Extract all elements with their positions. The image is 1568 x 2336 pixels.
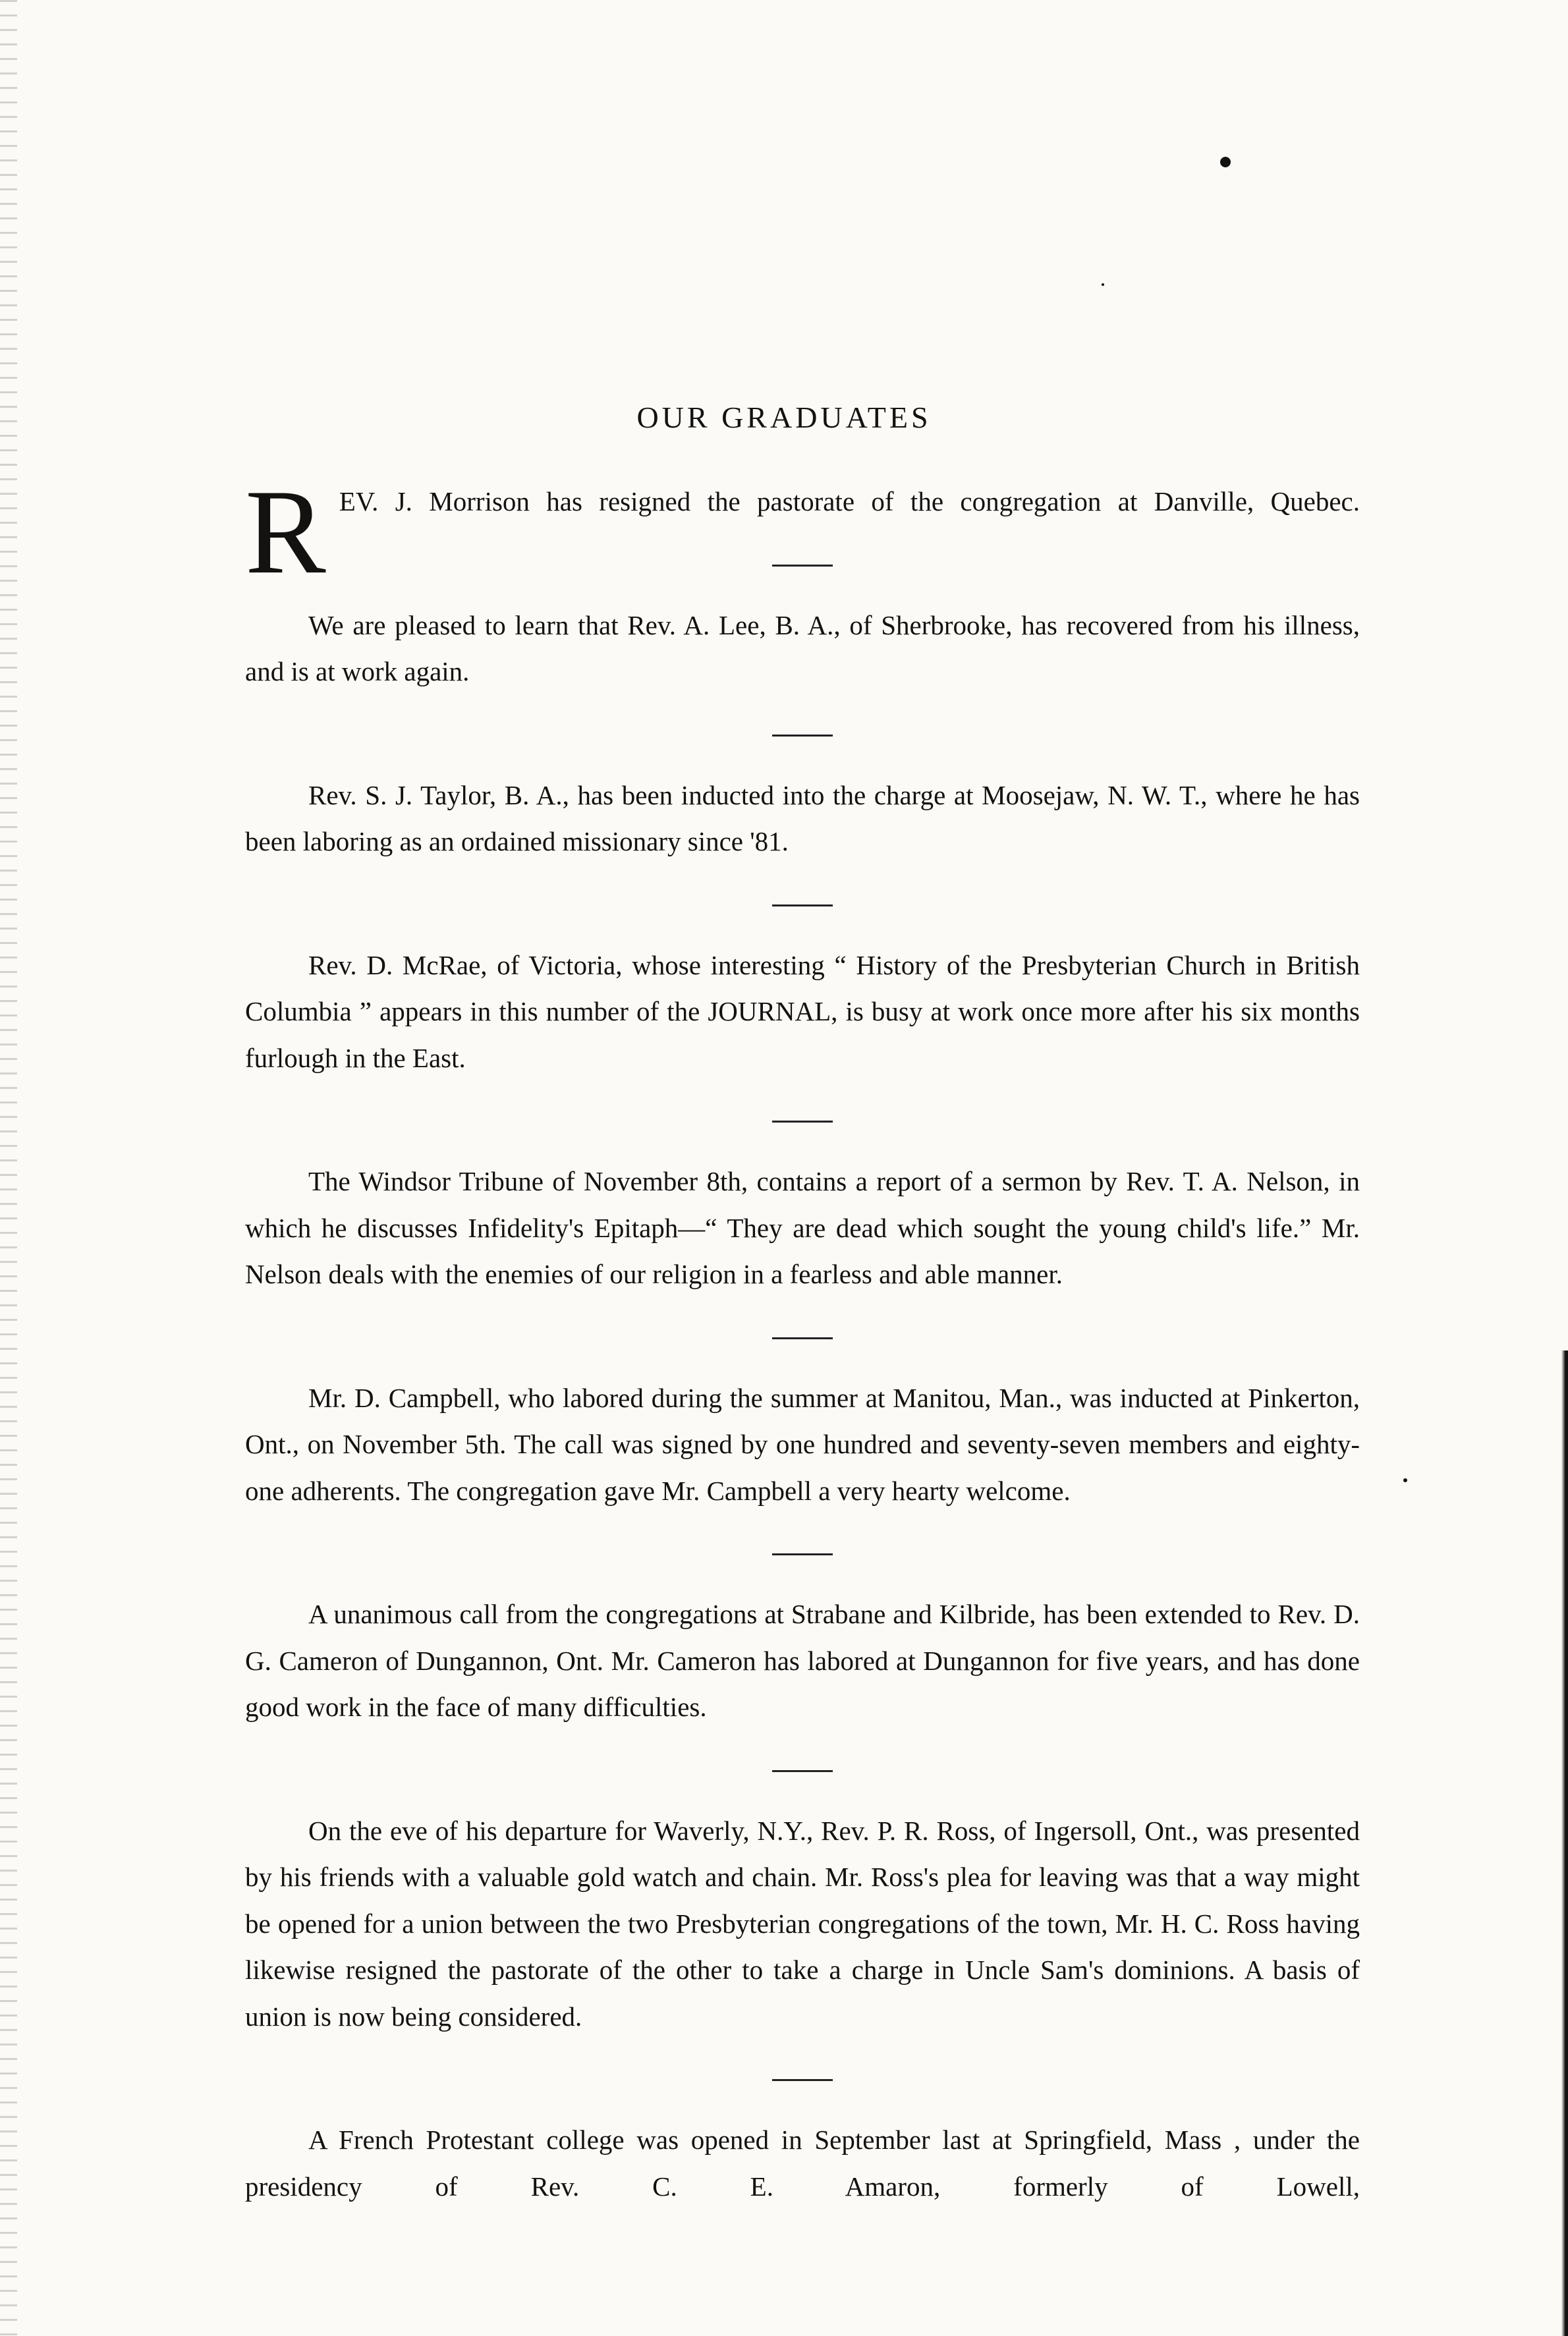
article-paragraph: On the eve of his departure for Waverly, N.Y., Rev. P. R. Ross, of Ingersoll, Ont., was presented by his friends with a valuable gold watch and chain. Mr. Ross's plea for leaving was that a way might be opened for a union between the two Presbyterian congregations of the town, Mr. H. C. Ross having likewise resigned the pastorate of the other to take a charge in Uncle Sam's dominions. A basis of union is now being considered. [245,1815,1360,2032]
article-paragraph: The Windsor Tribune of November 8th, contains a report of a sermon by Rev. T. A. Nelson, in which he discusses Infidelity's Epitaph—“ They are dead which sought the young child's life.” Mr. Nelson deals with the enemies of our religion in a fearless and able manner. [245,1166,1360,1289]
ink-speck [1102,283,1104,286]
article-paragraph: A unanimous call from the congregations at Strabane and Kilbride, has been extended to Rev. D. G. Cameron of Dungannon, Ont. Mr. Cameron has labored at Dungannon for five years, and has done good work in the face of many difficulties. [245,1599,1360,1722]
article-paragraph: Rev. D. McRae, of Victoria, whose interesting “ History of the Presbyterian Church in British Columbia ” appears in this number of the JOURNAL, is busy at work once more after his six months furlough in the East. [245,949,1360,1073]
section-divider [772,1121,833,1123]
article-paragraph: Mr. D. Campbell, who labored during the summer at Manitou, Man., was inducted at Pinkerton, Ont., on November 5th. The call was signed by one hundred and seventy-seven members and eighty-one adherents. The congregation gave Mr. Campbell a very hearty welcome. [245,1382,1360,1506]
ink-speck [1403,1478,1407,1482]
scan-right-edge [1561,1350,1568,2336]
section-divider [772,1553,833,1555]
section-divider [772,904,833,906]
section-divider [772,1770,833,1772]
section-divider [772,1337,833,1339]
article-paragraph [245,464,1360,599]
paragraph-text: EV. J. Morrison has resigned the pastorate of the congregation at Danville, Quebec. [339,486,1360,516]
article-body [245,464,1360,2210]
article-paragraph: A French Protestant college was opened in September last at Springfield, Mass , under the presidency of Rev. C. E. Amaron, formerly of Lowell, [245,2125,1360,2202]
page-title: OUR GRADUATES [636,401,932,434]
ink-speck [1220,157,1231,167]
section-divider [772,565,833,567]
section-divider [772,735,833,737]
drop-cap: R [245,464,326,599]
section-divider [772,2079,833,2081]
article-paragraph: Rev. S. J. Taylor, B. A., has been inducted into the charge at Moosejaw, N. W. T., where he has been laboring as an ordained missionary since '81. [245,779,1360,856]
article-paragraph: We are pleased to learn that Rev. A. Lee, B. A., of Sherbrooke, has recovered from his illness, and is at work again. [245,609,1360,686]
scan-left-edge [0,0,17,2336]
